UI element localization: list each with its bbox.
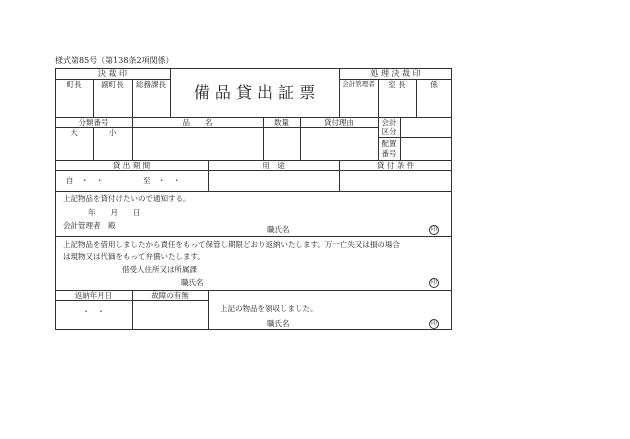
divider xyxy=(55,170,452,171)
approval-col-section-chief: 室 長 xyxy=(388,80,406,89)
divider xyxy=(55,290,452,291)
return-date-label: 返納年月日 xyxy=(74,291,113,300)
form-reference: 様式第85号（第138条2項関係） xyxy=(55,56,174,65)
quantity-label: 数量 xyxy=(274,118,289,127)
approval-right-header: 処 理 決 裁 印 xyxy=(370,69,421,78)
return-name-label: 職氏名 xyxy=(267,319,290,328)
pledge-line-1: 上記物品を借用しましたから責任をもって保管し期限どおり返納いたします。万一亡失又は損の場合 xyxy=(63,240,400,249)
period-from: 自 ・ ・ xyxy=(66,176,104,185)
loan-period-header: 貸 出 期 間 xyxy=(112,161,151,170)
divider xyxy=(55,236,452,237)
loan-reason-label: 貸付理由 xyxy=(324,118,354,127)
item-name-label: 品 名 xyxy=(182,118,213,127)
divider xyxy=(208,290,209,330)
form-title: 備 品 貸 出 証 票 xyxy=(193,83,316,102)
pledge-name-label: 職氏名 xyxy=(181,278,204,287)
divider xyxy=(55,191,452,192)
loan-conditions-header: 貸 付 条 件 xyxy=(376,161,415,170)
notice-text: 上記物品を貸付けたいので通知する。 xyxy=(63,194,191,203)
accounting-category-label-2: 区分 xyxy=(381,127,397,136)
approval-col-mayor: 町長 xyxy=(66,80,82,89)
notice-official: 会計管理者 殿 xyxy=(63,221,116,230)
accounting-category-label-1: 会計 xyxy=(381,118,397,127)
divider xyxy=(378,137,452,138)
divider xyxy=(55,127,378,128)
approval-col-accountant: 会計管理者 xyxy=(342,80,375,88)
approval-left-header: 決 裁 印 xyxy=(97,69,128,78)
classification-large-label: 大 xyxy=(70,128,78,137)
pledge-seal-icon: 印 xyxy=(430,279,437,286)
pledge-line-2: は現物又は代価をもって弁償いたします。 xyxy=(63,252,205,261)
approval-col-deputy-mayor: 副町長 xyxy=(101,80,124,89)
borrower-label: 借受人住所又は所属課 xyxy=(122,265,197,274)
damage-label: 故障の有無 xyxy=(151,291,189,300)
received-text: 上記の物品を領収しました。 xyxy=(220,304,318,313)
divider xyxy=(400,117,401,160)
classification-small-label: 小 xyxy=(108,128,117,137)
notice-name-label: 職氏名 xyxy=(267,225,290,234)
placement-number-label-1: 配置 xyxy=(381,139,397,148)
classification-number-label: 分類番号 xyxy=(78,118,109,127)
placement-number-label-2: 番号 xyxy=(381,149,397,158)
approval-col-staff: 係 xyxy=(430,80,438,89)
period-to: 至 ・ ・ xyxy=(143,176,181,185)
notice-seal-icon: 印 xyxy=(430,226,437,233)
return-seal-icon: 印 xyxy=(430,320,437,327)
usage-header: 用 途 xyxy=(262,161,285,170)
return-date-dots: ・ ・ xyxy=(82,307,105,316)
approval-col-general-affairs: 総務課長 xyxy=(136,80,166,89)
notice-date: 年 月 日 xyxy=(88,208,141,217)
